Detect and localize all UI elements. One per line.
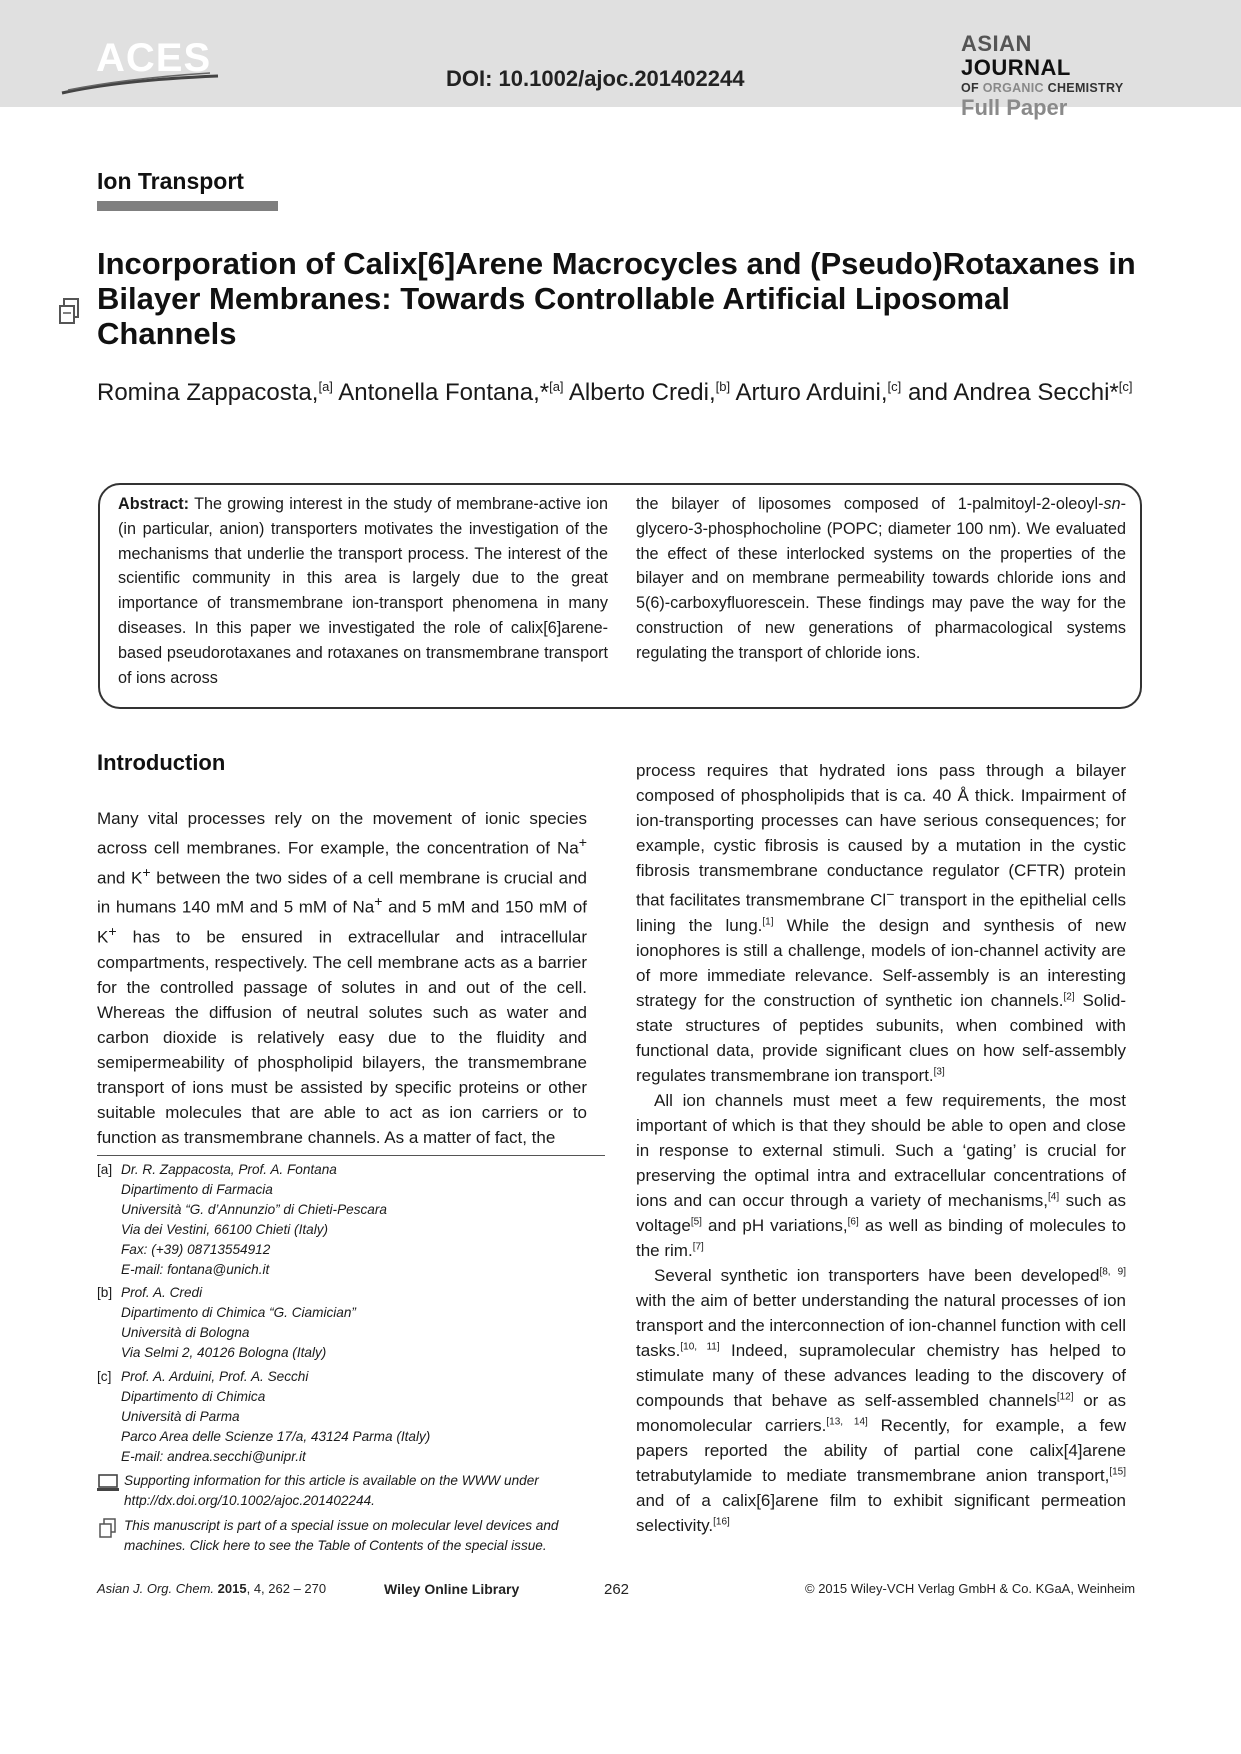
footer-year: 2015 xyxy=(217,1581,247,1596)
journal-line1-a: ASIAN xyxy=(961,31,1032,56)
affiliation-line: Dipartimento di Chimica xyxy=(121,1389,266,1404)
citation-link[interactable]: [10, 11] xyxy=(680,1341,720,1352)
citation-link[interactable]: [3] xyxy=(933,1066,945,1077)
footnote-rule xyxy=(97,1155,605,1156)
introduction-heading: Introduction xyxy=(97,750,226,775)
author-name: Alberto Credi, xyxy=(568,379,716,406)
author-name: Arturo Arduini, xyxy=(735,379,888,406)
special-issue-note xyxy=(97,1516,607,1556)
abstract-text-right-b: -glycero-3-phosphocholine (POPC; diameter 100 nm). We evaluated the effect of these interlocked systems on the properties of the bilayer and on membrane permeability towards chloride ions and 5(6)-carboxyfluorescein. These findings may pave the way for the construction of new generations of pharmacological systems regulating the transport of chloride ions. xyxy=(636,495,1126,662)
computer-icon xyxy=(97,1473,119,1493)
citation-link[interactable]: [1] xyxy=(762,916,774,927)
special-issue-icon[interactable] xyxy=(58,297,82,325)
affiliation-tag: [a] xyxy=(97,1162,113,1177)
affiliation-line: Università “G. d’Annunzio” di Chieti-Pescara xyxy=(121,1202,387,1217)
wiley-online-library-link[interactable]: Wiley Online Library xyxy=(384,1581,520,1597)
intro-text: and K xyxy=(97,868,143,888)
affiliation-line: Via dei Vestini, 66100 Chieti (Italy) xyxy=(121,1222,329,1237)
intro-text: or as monomolecular carriers. xyxy=(636,1390,1126,1435)
supporting-info-note xyxy=(97,1471,607,1511)
citation-link[interactable]: [15] xyxy=(1109,1466,1126,1477)
author-list xyxy=(97,372,1137,408)
author-affiliation: [c] xyxy=(1118,379,1133,394)
intro-left-column xyxy=(97,806,587,1150)
charge: − xyxy=(886,887,895,903)
affiliation-c xyxy=(97,1367,607,1467)
supporting-info-text[interactable]: Supporting information for this article is available on the WWW under http://dx.doi.org/10.1002/ajoc.201402244. xyxy=(124,1473,539,1508)
special-issue-small-icon[interactable] xyxy=(97,1518,119,1538)
intro-text: and 5 mM and 150 mM of K xyxy=(97,897,588,947)
section-label: Ion Transport xyxy=(97,168,244,194)
intro-text: between the two sides of a cell membrane is crucial and in humans 140 mM and 5 mM of Na xyxy=(97,868,587,917)
affiliation-line: Prof. A. Credi xyxy=(121,1285,203,1300)
author-name: and Andrea Secchi* xyxy=(907,379,1119,406)
journal-line2-b: ORGANIC xyxy=(982,81,1044,95)
citation-link[interactable]: [8, 9] xyxy=(1099,1266,1126,1277)
author-affiliation: [b] xyxy=(715,379,731,394)
affiliation-a xyxy=(97,1160,607,1280)
journal-logo[interactable] xyxy=(961,32,1146,120)
author-affiliation: [a] xyxy=(549,379,564,394)
intro-text: and pH variations, xyxy=(701,1215,848,1235)
affiliation-line: Prof. A. Arduini, Prof. A. Secchi xyxy=(121,1369,309,1384)
section-bar xyxy=(97,201,278,211)
paper-type: Full Paper xyxy=(961,95,1068,120)
affiliation-line: Via Selmi 2, 40126 Bologna (Italy) xyxy=(121,1345,327,1360)
affiliation-line: Università di Bologna xyxy=(121,1325,250,1340)
footer-journal: Asian J. Org. Chem. xyxy=(97,1581,215,1596)
special-issue-text[interactable]: This manuscript is part of a special issue on molecular level devices and machines. Click here to see the Table of Contents of the special issue. xyxy=(124,1518,559,1553)
intro-text: All ion channels must meet a few requirements, the most important of which is that they should be able to open and close in response to external stimuli. Such a ‘gating’ is crucial for preserving the optimal intra and extracellular concentrations of ions and can occur through a variety of mechanisms, xyxy=(636,1090,1126,1210)
affiliation-line: Dr. R. Zappacosta, Prof. A. Fontana xyxy=(121,1162,337,1177)
citation-link[interactable]: [7] xyxy=(692,1241,704,1252)
affiliation-line: Dipartimento di Farmacia xyxy=(121,1182,273,1197)
affiliation-tag: [c] xyxy=(97,1369,112,1384)
abstract-text-sn: sn xyxy=(1103,495,1121,513)
abstract-text-left: The growing interest in the study of membrane-active ion (in particular, anion) transporters motivates the investigation of the mechanisms that underlie the transport process. The interest of the scientific community in this area is largely due to the great importance of transmembrane ion-transport phenomena in many diseases. In this paper we investigated the role of calix[6]arene-based pseudorotaxanes and rotaxanes on transmembrane transport of ions across xyxy=(118,495,608,687)
author-affiliation: [c] xyxy=(887,379,902,394)
charge: + xyxy=(374,894,383,911)
intro-text: with the aim of better understanding the natural processes of ion transport and the interconnection of ion-channel function with cell tasks. xyxy=(636,1290,1126,1360)
affiliation-email[interactable]: E-mail: andrea.secchi@unipr.it xyxy=(121,1449,306,1464)
citation-link[interactable]: [6] xyxy=(847,1216,859,1227)
copyright: © 2015 Wiley-VCH Verlag GmbH & Co. KGaA, Weinheim xyxy=(805,1581,1136,1596)
affiliation-line: Dipartimento di Chimica “G. Ciamician” xyxy=(121,1305,356,1320)
charge: + xyxy=(578,835,587,851)
intro-text: Several synthetic ion transporters have been developed xyxy=(654,1265,1100,1285)
intro-text: transport in the epithelial cells lining the lung. xyxy=(636,890,1126,935)
intro-right-column xyxy=(636,758,1126,1538)
affiliation-email[interactable]: E-mail: fontana@unich.it xyxy=(121,1262,270,1277)
intro-text: and of a calix[6]arene film to exhibit significant permeation selectivity. xyxy=(636,1490,1126,1535)
footer-citation xyxy=(97,1581,326,1596)
citation-link[interactable]: [16] xyxy=(713,1516,730,1527)
affiliation-tag: [b] xyxy=(97,1285,113,1300)
footer-volume-pages: , 4, 262 – 270 xyxy=(246,1581,327,1596)
aces-logo[interactable]: ACES xyxy=(96,36,212,80)
affiliation-line: Parco Area delle Scienze 17/a, 43124 Parma (Italy) xyxy=(121,1429,431,1444)
citation-link[interactable]: [5] xyxy=(690,1216,702,1227)
affiliation-line: Fax: (+39) 08713554912 xyxy=(121,1242,271,1257)
abstract-left xyxy=(118,492,608,690)
intro-text: such as voltage xyxy=(636,1190,1126,1235)
intro-text: Recently, for example, a few papers reported the ability of partial cone calix[4]arene tetrabutylamide to mediate transmembrane anion transport, xyxy=(636,1415,1127,1485)
journal-line1-b: JOURNAL xyxy=(961,55,1071,80)
intro-text: While the design and synthesis of new ionophores is still a challenge, models of ion-channel activity are of more immediate relevance. Self-assembly is an interesting strategy for the construction of synthetic ion channels. xyxy=(636,915,1127,1010)
journal-line2-c: CHEMISTRY xyxy=(1043,81,1124,95)
intro-text: as well as binding of molecules to the rim. xyxy=(636,1215,1126,1260)
intro-text: Many vital processes rely on the movement of ionic species across cell membranes. For example, the concentration of Na xyxy=(97,809,587,858)
citation-link[interactable]: [13, 14] xyxy=(826,1416,868,1427)
abstract-text-right-a: the bilayer of liposomes composed of 1-palmitoyl-2-oleoyl- xyxy=(636,495,1104,513)
intro-text: Indeed, supramolecular chemistry has helped to stimulate many of these advances leading to the discovery of compounds that behave as self-assembled channels xyxy=(636,1340,1126,1410)
page-number: 262 xyxy=(604,1581,630,1598)
journal-line2-a: OF xyxy=(961,81,983,95)
author-affiliation: [a] xyxy=(318,379,333,394)
intro-text: has to be ensured in extracellular and intracellular compartments, respectively. The cell membrane acts as a barrier for the controlled passage of solutes in and out of the cell. Whereas the diffusion of neutral solutes such as water and carbon dioxide is relatively easy due to the fluidity and semipermeability of phospholipid bilayers, the transmembrane transport of ions must be assisted by specific proteins or other suitable molecules that are able to act as ion carriers or to function as transmembrane channels. As a matter of fact, the xyxy=(97,927,587,1147)
intro-text: Solid-state structures of peptides subunits, when combined with functional data, provide significant clues on how self-assembly regulates transmembrane ion transport. xyxy=(636,990,1127,1085)
intro-paragraph xyxy=(636,1088,1126,1263)
abstract-right xyxy=(636,492,1126,666)
intro-paragraph xyxy=(636,758,1126,1088)
citation-link[interactable]: [12] xyxy=(1056,1391,1074,1402)
charge: + xyxy=(108,923,117,940)
intro-paragraph xyxy=(636,1263,1126,1538)
citation-link[interactable]: [4] xyxy=(1048,1191,1060,1202)
doi-link[interactable]: DOI: 10.1002/ajoc.201402244 xyxy=(446,66,745,91)
affiliation-b xyxy=(97,1283,607,1363)
author-name: Antonella Fontana,* xyxy=(338,379,550,406)
intro-paragraph xyxy=(97,806,587,1150)
author-name: Romina Zappacosta, xyxy=(97,379,319,406)
charge: + xyxy=(142,864,151,881)
citation-link[interactable]: [2] xyxy=(1063,991,1075,1002)
article-title: Incorporation of Calix[6]Arene Macrocycles and (Pseudo)Rotaxanes in Bilayer Membranes: Towards Controllable Artificial Liposomal Channels xyxy=(97,246,1136,351)
intro-text: process requires that hydrated ions pass through a bilayer composed of phospholipids that is ca. 40 Å thick. Impairment of ion-transporting processes can have serious consequences; for example, cystic fibrosis is caused by a mutation in the cystic fibrosis transmembrane conductance regulator (CFTR) protein that facilitates transmembrane Cl xyxy=(636,761,1126,910)
affiliation-line: Università di Parma xyxy=(121,1409,240,1424)
abstract-label: Abstract: xyxy=(118,495,190,513)
